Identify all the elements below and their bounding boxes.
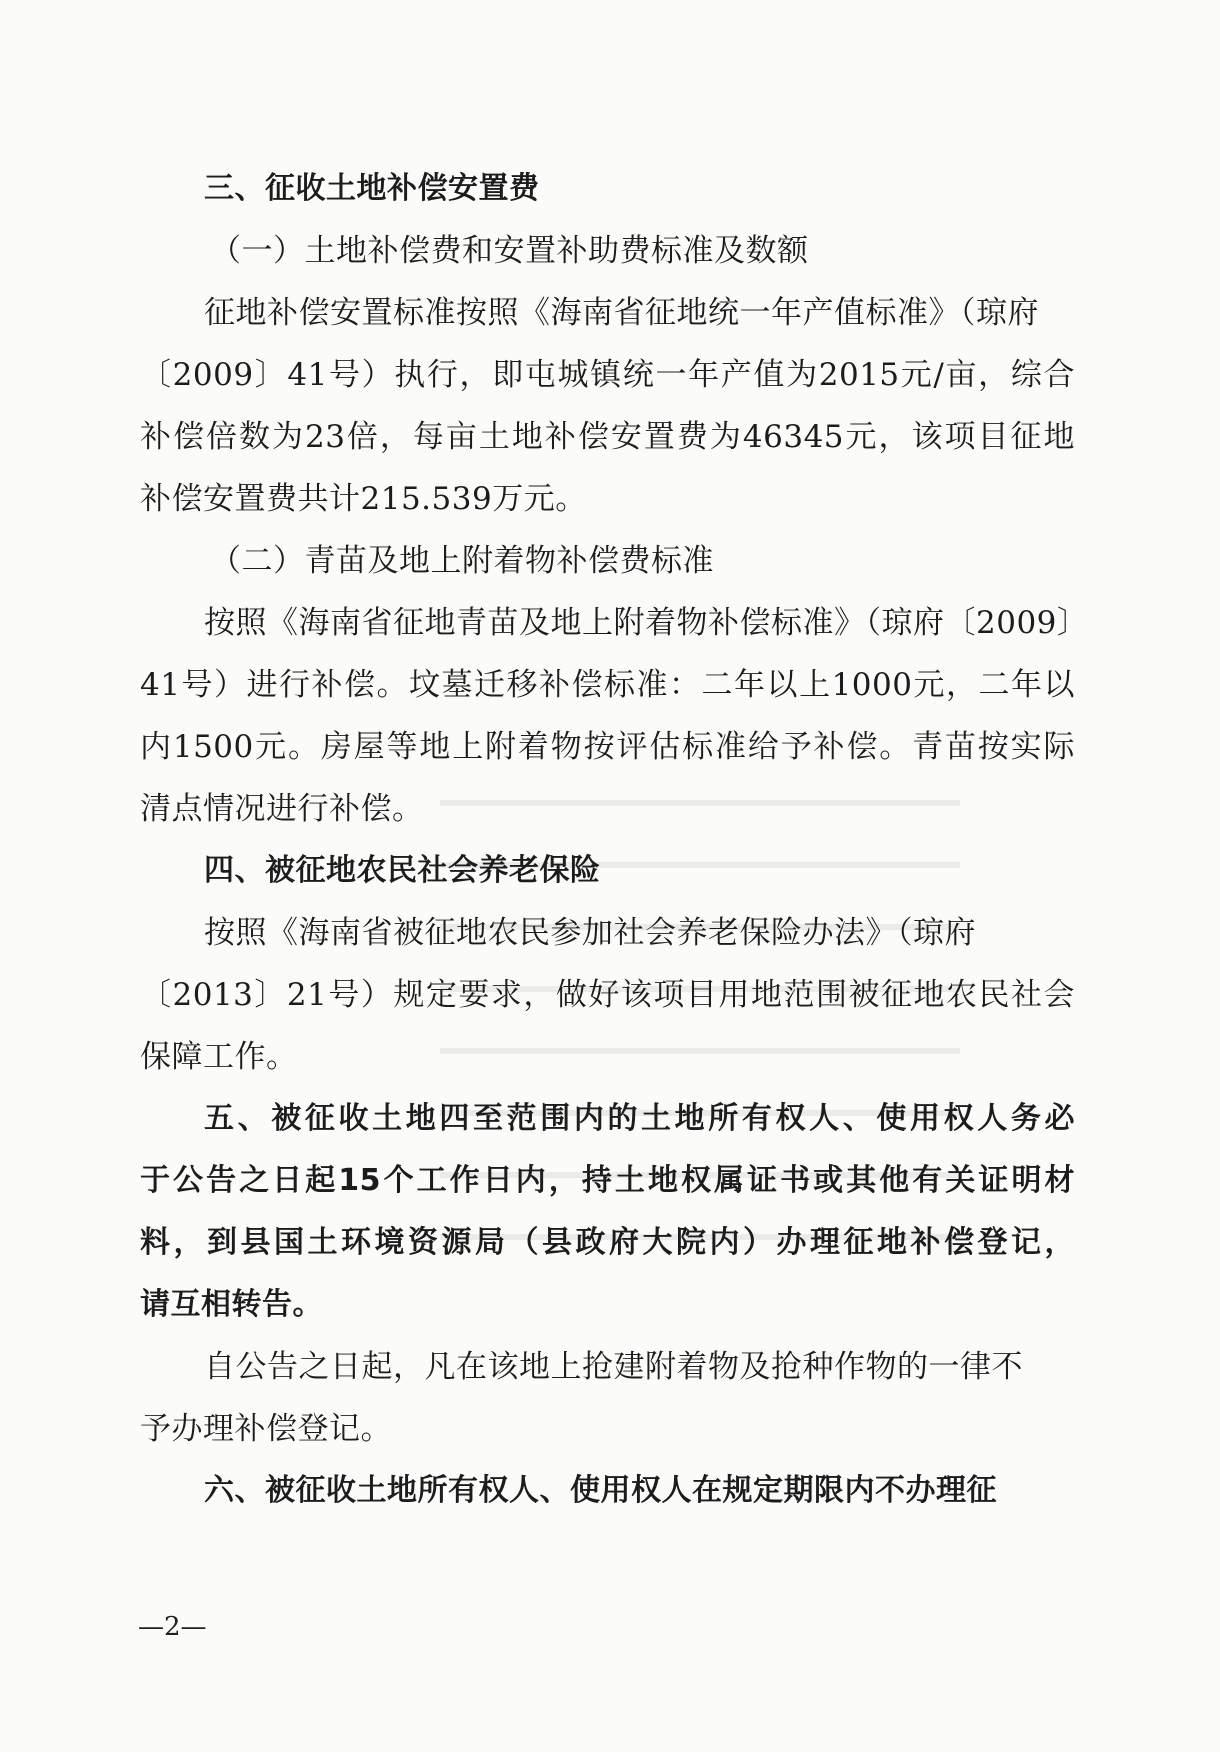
subheading-crops-compensation: （二）青苗及地上附着物补偿费标准 [210, 543, 714, 579]
paragraph-line: 41号）进行补偿。坟墓迁移补偿标准：二年以上1000元，二年以 [140, 667, 1075, 703]
paragraph-line: 按照《海南省征地青苗及地上附着物补偿标准》（琼府〔2009〕 [204, 605, 1089, 641]
paragraph-line: 清点情况进行补偿。 [140, 791, 424, 827]
paragraph-line: 予办理补偿登记。 [140, 1411, 392, 1447]
section-heading-pension: 四、被征地农民社会养老保险 [204, 853, 601, 888]
bold-paragraph-line: 于公告之日起15个工作日内，持土地权属证书或其他有关证明材 [140, 1163, 1075, 1198]
page-number: —2— [138, 1612, 207, 1642]
section-heading-compensation: 三、征收土地补偿安置费 [204, 171, 540, 206]
section-heading-six: 六、被征收土地所有权人、使用权人在规定期限内不办理征 [204, 1473, 997, 1508]
section-heading-registration: 五、被征收土地四至范围内的土地所有权人、使用权人务必 [204, 1101, 1075, 1136]
paragraph-line: 保障工作。 [140, 1039, 298, 1075]
paragraph-line: 补偿倍数为23倍，每亩土地补偿安置费为46345元，该项目征地 [140, 419, 1075, 455]
paragraph-line: 〔2009〕41号）执行，即屯城镇统一年产值为2015元/亩，综合 [140, 357, 1075, 393]
paragraph-line: 自公告之日起，凡在该地上抢建附着物及抢种作物的一律不 [204, 1349, 1023, 1385]
paragraph-line: 内1500元。房屋等地上附着物按评估标准给予补偿。青苗按实际 [140, 729, 1075, 765]
paragraph-line: 〔2013〕21号）规定要求，做好该项目用地范围被征地农民社会 [140, 977, 1075, 1013]
document-body [140, 158, 1089, 1522]
paragraph-line: 补偿安置费共计215.539万元。 [140, 481, 587, 517]
bold-paragraph-line: 请互相转告。 [140, 1287, 323, 1322]
paragraph-line: 征地补偿安置标准按照《海南省征地统一年产值标准》（琼府 [204, 295, 1039, 331]
paragraph-line: 按照《海南省被征地农民参加社会养老保险办法》（琼府 [204, 915, 976, 951]
subheading-land-compensation: （一）土地补偿费和安置补助费标准及数额 [210, 233, 809, 269]
bold-paragraph-line: 料，到县国土环境资源局（县政府大院内）办理征地补偿登记， [140, 1225, 1075, 1260]
